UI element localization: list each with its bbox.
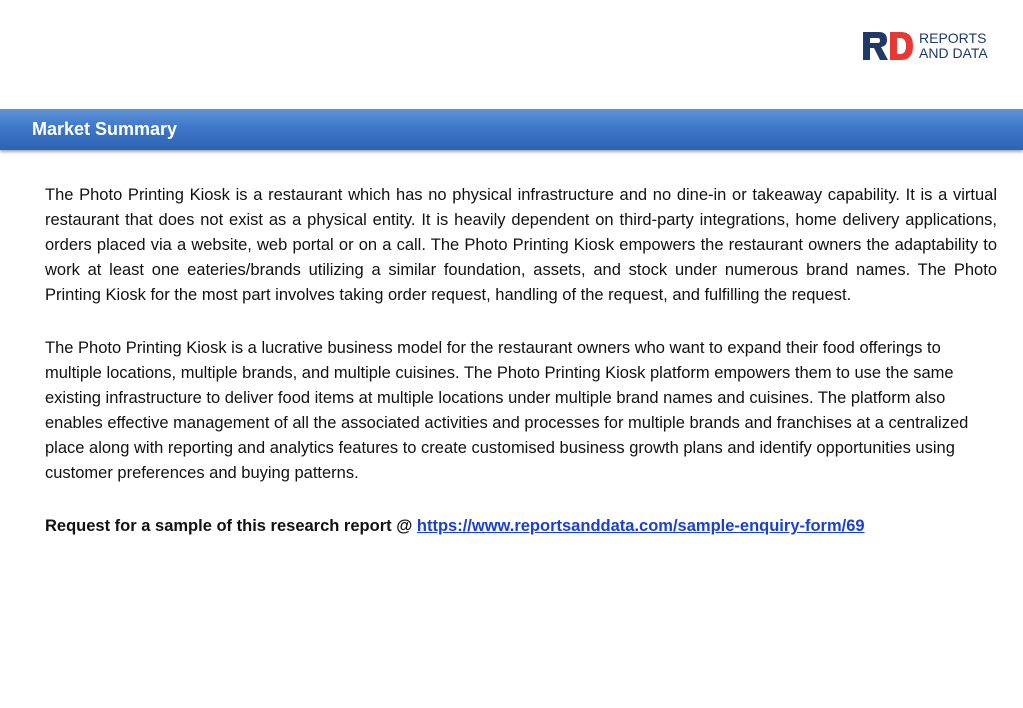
section-header-bar — [0, 109, 1023, 150]
section-title: Market Summary — [32, 119, 178, 139]
sample-enquiry-link[interactable]: https://www.reportsanddata.com/sample-enquiry-form/69 — [416, 517, 865, 535]
sample-request-label: Request for a sample of this research report @ — [45, 517, 417, 535]
summary-paragraph-2: The Photo Printing Kiosk is a lucrative business model for the restaurant owners who want to expand their food offerings to multiple locations, multiple brands, and multiple cuisines. The Photo Printing Kiosk platform empowers them to use the same existing infrastructure to deliver food items at multiple locations under multiple brand names and cuisines. The platform also enables effective management of all the associated activities and processes for multiple brands and franchises at a centralized place along with reporting and analytics features to create customised business growth plans and identify opportunities using customer preferences and buying patterns. — [45, 339, 969, 482]
market-summary-content — [45, 183, 997, 539]
reports-and-data-logo — [861, 30, 988, 62]
sample-request-line — [45, 514, 997, 539]
rd-logo-icon — [861, 30, 915, 62]
logo-text-and-data: AND DATA — [919, 45, 988, 61]
summary-paragraph-1: The Photo Printing Kiosk is a restaurant which has no physical infrastructure and no dine-in or takeaway capability. It is a virtual restaurant that does not exist as a physical entity. It is heavily dependent on third-party integrations, home delivery applications, orders placed via a website, web portal or on a call. The Photo Printing Kiosk empowers the restaurant owners the adaptability to work at least one eateries/brands utilizing a similar foundation, assets, and stock under numerous brand names. The Photo Printing Kiosk for the most part involves taking order request, handling of the request, and fulfilling the request. — [45, 186, 997, 304]
logo-text-reports: REPORTS — [919, 30, 987, 46]
